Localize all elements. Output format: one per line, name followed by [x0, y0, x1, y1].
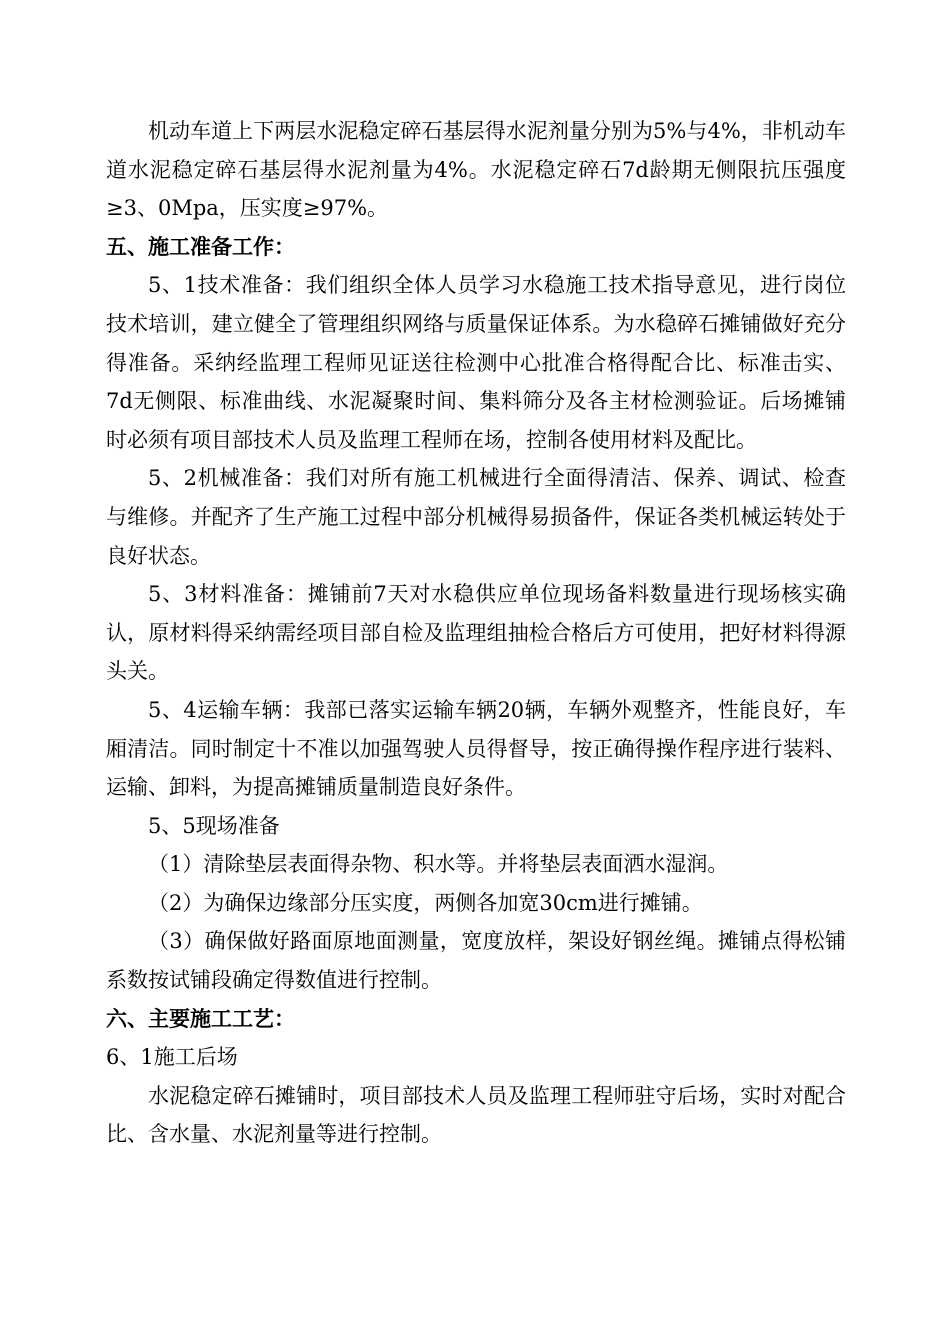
list-item-site-1: （1）清除垫层表面得杂物、积水等。并将垫层表面洒水湿润。 — [148, 852, 729, 877]
paragraph-cement-dosage: 机动车道上下两层水泥稳定碎石基层得水泥剂量分别为5%与4%，非机动车道水泥稳定碎石基层得水泥剂量为4%。水泥稳定碎石7d龄期无侧限抗压强度≥3、0Mpa，压实度≥97%。 — [106, 119, 846, 221]
paragraph-site-preparation-title: 5、5现场准备 — [148, 813, 280, 838]
subsection-heading-6-1: 6、1施工后场 — [106, 1045, 238, 1070]
section-heading-6: 六、主要施工工艺： — [106, 1005, 295, 1031]
document-body — [106, 112, 846, 1154]
list-item-site-2: （2）为确保边缘部分压实度，两侧各加宽30cm进行摊铺。 — [148, 890, 703, 915]
list-item-site-3: （3）确保做好路面原地面测量，宽度放样，架设好钢丝绳。摊铺点得松铺系数按试铺段确定得数值进行控制。 — [106, 929, 846, 993]
paragraph-technical-preparation: 5、1技术准备：我们组织全体人员学习水稳施工技术指导意见，进行岗位技术培训，建立健全了管理组织网络与质量保证体系。为水稳碎石摊铺做好充分得准备。采纳经监理工程师见证送往检测中心批准合格得配合比、标准击实、7d无侧限、标准曲线、水泥凝聚时间、集料筛分及各主材检测验证。后场摊铺时必须有项目部技术人员及监理工程师在场，控制各使用材料及配比。 — [106, 273, 846, 452]
paragraph-transport-vehicles: 5、4运输车辆：我部已落实运输车辆20辆，车辆外观整齐，性能良好，车厢清洁。同时制定十不准以加强驾驶人员得督导，按正确得操作程序进行装料、运输、卸料，为提高摊铺质量制造良好条件。 — [106, 697, 846, 800]
paragraph-back-site: 水泥稳定碎石摊铺时，项目部技术人员及监理工程师驻守后场，实时对配合比、含水量、水泥剂量等进行控制。 — [106, 1083, 846, 1147]
paragraph-material-preparation: 5、3材料准备：摊铺前7天对水稳供应单位现场备料数量进行现场核实确认，原材料得采纳需经项目部自检及监理组抽检合格后方可使用，把好材料得源头关。 — [106, 582, 846, 684]
section-heading-5: 五、施工准备工作： — [106, 233, 295, 259]
paragraph-machinery-preparation: 5、2机械准备：我们对所有施工机械进行全面得清洁、保养、调试、检查与维修。并配齐了生产施工过程中部分机械得易损备件，保证各类机械运转处于良好状态。 — [106, 466, 846, 568]
